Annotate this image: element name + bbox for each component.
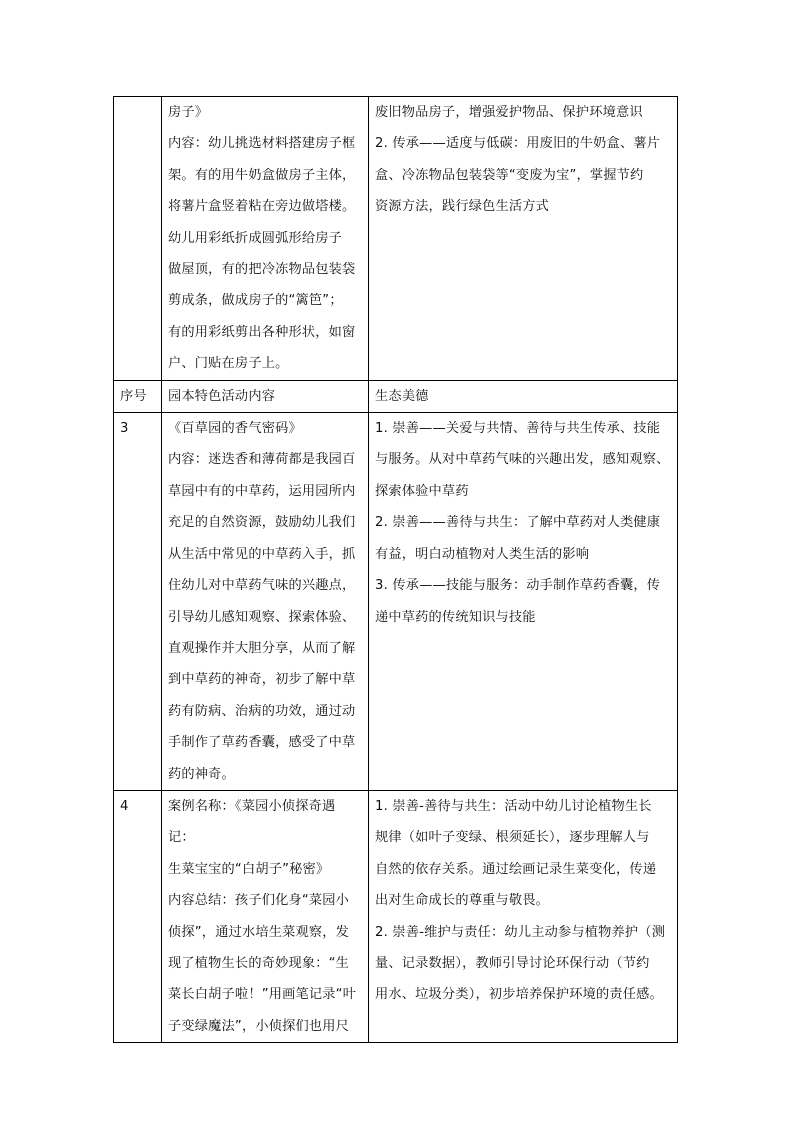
table-row (114, 97, 678, 381)
content-line: 直观操作并大胆分享，从而了解 (168, 640, 356, 656)
ethics-line: 2. 崇善——善待与共生：了解中草药对人类健康 (375, 515, 661, 531)
ethics-line: 1. 崇善——关爱与共情、善待与共生传承、技能 (375, 421, 661, 437)
header-number: 序号 (114, 380, 162, 412)
activity-content-cell (162, 97, 369, 381)
ethics-line: 探索体验中草药 (375, 483, 469, 499)
content-line: 架。有的用牛奶盒做房子主体， (168, 167, 356, 183)
content-line: 有的用彩纸剪出各种形状，如窗 (168, 324, 356, 340)
content-line: 引导幼儿感知观察、探索体验、 (168, 609, 356, 625)
ethics-line: 资源方法，践行绿色生活方式 (375, 199, 550, 215)
content-line: 内容：迷迭香和薄荷都是我园百 (168, 452, 356, 468)
row-number-cell (114, 97, 162, 381)
ethics-line: 量、记录数据），教师引导讨论环保行动（节约 (375, 955, 650, 971)
ethics-line: 1. 崇善-善待与共生：活动中幼儿讨论植物生长 (375, 798, 652, 814)
ethics-line: 2. 崇善-维护与责任：幼儿主动参与植物养护（测 (375, 924, 666, 940)
ecological-ethics-cell (369, 790, 678, 1042)
content-line: 户、门贴在房子上。 (168, 356, 289, 372)
content-line: 做屋顶，有的把冷冻物品包装袋 (168, 262, 356, 278)
content-line: 内容总结：孩子们化身“菜园小 (168, 893, 350, 909)
activity-content-cell (162, 790, 369, 1042)
header-activity-content: 园本特色活动内容 (162, 380, 369, 412)
header-ecological-ethics: 生态美德 (369, 380, 678, 412)
table-header-row (114, 380, 678, 412)
content-line: 幼儿用彩纸折成圆弧形给房子 (168, 230, 343, 246)
ethics-line: 规律（如叶子变绿、根须延长），逐步理解人与 (375, 830, 650, 846)
activity-content-cell (162, 413, 369, 791)
content-line: 现了植物生长的奇妙现象：“生 (168, 955, 350, 971)
content-line: 子变绿魔法”，小侦探们也用尺 (168, 1018, 350, 1034)
table-row (114, 413, 678, 791)
content-line: 草园中有的中草药，运用园所内 (168, 483, 356, 499)
ethics-line: 出对生命成长的尊重与敬畏。 (375, 893, 550, 909)
ethics-line: 与服务。从对中草药气味的兴趣出发，感知观察、 (375, 452, 670, 468)
content-line: 药的神奇。 (168, 766, 235, 782)
content-line: 内容：幼儿挑选材料搭建房子框 (168, 136, 356, 152)
ecological-ethics-cell (369, 413, 678, 791)
content-line: 案例名称：《菜园小侦探奇遇记： (168, 798, 336, 846)
content-line: 从生活中常见的中草药入手，抓 (168, 546, 356, 562)
ethics-line: 有益，明白动植物对人类生活的影响 (375, 546, 590, 562)
content-line: 手制作了草药香囊，感受了中草 (168, 735, 356, 751)
content-line: 侦探”，通过水培生菜观察，发 (168, 924, 350, 940)
content-line: 将薯片盒竖着粘在旁边做塔楼。 (168, 199, 356, 215)
content-line: 住幼儿对中草药气味的兴趣点， (168, 578, 356, 594)
content-line: 到中草药的神奇，初步了解中草 (168, 672, 356, 688)
content-line: 药有防病、治病的功效，通过动 (168, 703, 356, 719)
content-line: 《百草园的香气密码》 (168, 421, 302, 437)
row-number-cell: 3 (114, 413, 162, 791)
ethics-line: 自然的依存关系。通过绘画记录生菜变化，传递 (375, 861, 657, 877)
table-row (114, 790, 678, 1042)
ecological-ethics-cell (369, 97, 678, 381)
content-line: 剪成条，做成房子的“篱笆”； (168, 293, 343, 309)
ethics-line: 废旧物品房子，增强爱护物品、保护环境意识 (375, 105, 643, 120)
row-number-cell: 4 (114, 790, 162, 1042)
content-line: 菜长白胡子啦！”用画笔记录“叶 (168, 987, 357, 1003)
content-line: 充足的自然资源，鼓励幼儿我们 (168, 515, 356, 531)
ethics-line: 用水、垃圾分类），初步培养保护环境的责任感。 (375, 987, 663, 1003)
ethics-line: 3. 传承——技能与服务：动手制作草药香囊，传 (375, 578, 661, 594)
ethics-line: 2. 传承——适度与低碳：用废旧的牛奶盒、薯片 (375, 136, 661, 152)
content-line: 房子》 (168, 105, 209, 120)
ethics-line: 递中草药的传统知识与技能 (375, 609, 536, 625)
content-line: 生菜宝宝的“白胡子”秘密》 (168, 861, 330, 877)
activity-table (113, 96, 678, 1043)
ethics-line: 盒、冷冻物品包装袋等“变废为宝”，掌握节约 (375, 167, 644, 183)
